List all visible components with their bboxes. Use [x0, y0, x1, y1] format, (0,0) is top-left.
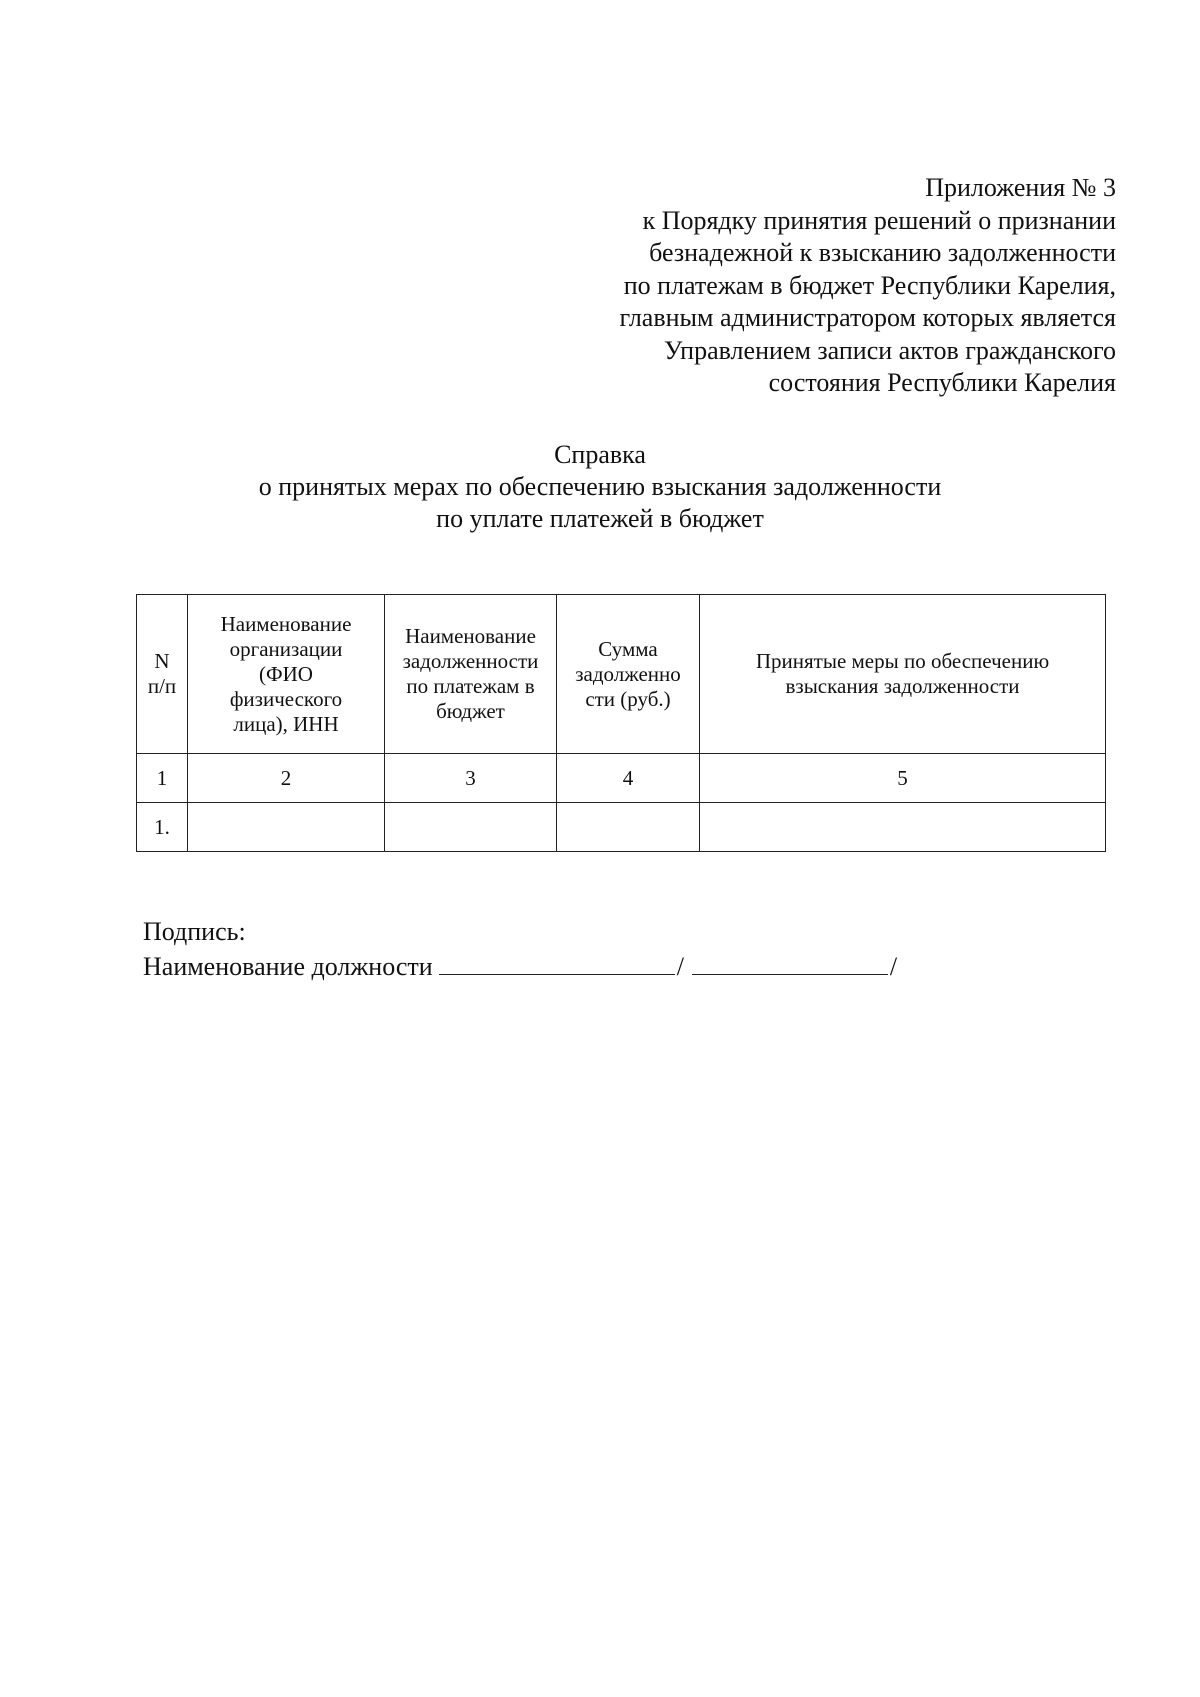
signature-separator: / — [889, 952, 898, 981]
appendix-line: Приложения № 3 — [925, 173, 1116, 202]
appendix-line: Управлением записи актов гражданского — [664, 335, 1116, 365]
position-line — [143, 948, 899, 983]
position-label: Наименование должности — [143, 952, 433, 981]
document-title — [0, 439, 1200, 535]
header-number — [137, 595, 188, 754]
name-blank — [692, 948, 888, 975]
table-cell: 1. — [137, 803, 188, 852]
signature-label: Подпись: — [143, 917, 246, 946]
title-line: Справка — [554, 440, 646, 469]
table-cell — [557, 803, 700, 852]
table-row — [137, 803, 1106, 852]
header-debt-name — [385, 595, 557, 754]
header-debt-amount-text: Сумма задолженно сти (руб.) — [575, 636, 681, 711]
title-line: о принятых мерах по обеспечению взыскания задолженности — [258, 472, 942, 501]
column-number: 1 — [137, 754, 188, 803]
header-measures-text: Принятые меры по обеспечению взыскания задолженности — [755, 649, 1050, 698]
column-number: 5 — [700, 754, 1106, 803]
appendix-line: состояния Республики Карелия — [768, 368, 1116, 397]
signature-blank — [439, 948, 675, 975]
header-debt-name-text: Наименование задолженности по платежам в бюджет — [402, 624, 539, 723]
table-cell — [188, 803, 385, 852]
column-number: 4 — [557, 754, 700, 803]
table-header-row — [137, 595, 1106, 754]
header-organization — [188, 595, 385, 754]
header-debt-amount — [557, 595, 700, 754]
appendix-line: по платежам в бюджет Республики Карелия, — [623, 270, 1116, 300]
signature-block — [143, 916, 899, 983]
column-number: 3 — [385, 754, 557, 803]
signature-separator: / — [676, 952, 684, 981]
appendix-line: главным администратором которых является — [619, 303, 1116, 332]
title-line: по уплате платежей в бюджет — [436, 504, 764, 533]
appendix-block — [416, 172, 1116, 400]
column-number-row — [137, 754, 1106, 803]
table-cell — [385, 803, 557, 852]
table-cell — [700, 803, 1106, 852]
header-number-text: N п/п — [147, 649, 177, 698]
column-number: 2 — [188, 754, 385, 803]
header-organization-text: Наименование организации (ФИО физического лица), ИНН — [220, 611, 352, 736]
appendix-line: безнадежной к взысканию задолженности — [649, 238, 1116, 267]
debt-measures-table — [136, 594, 1106, 852]
appendix-line: к Порядку принятия решений о признании — [642, 205, 1116, 235]
header-measures — [700, 595, 1106, 754]
